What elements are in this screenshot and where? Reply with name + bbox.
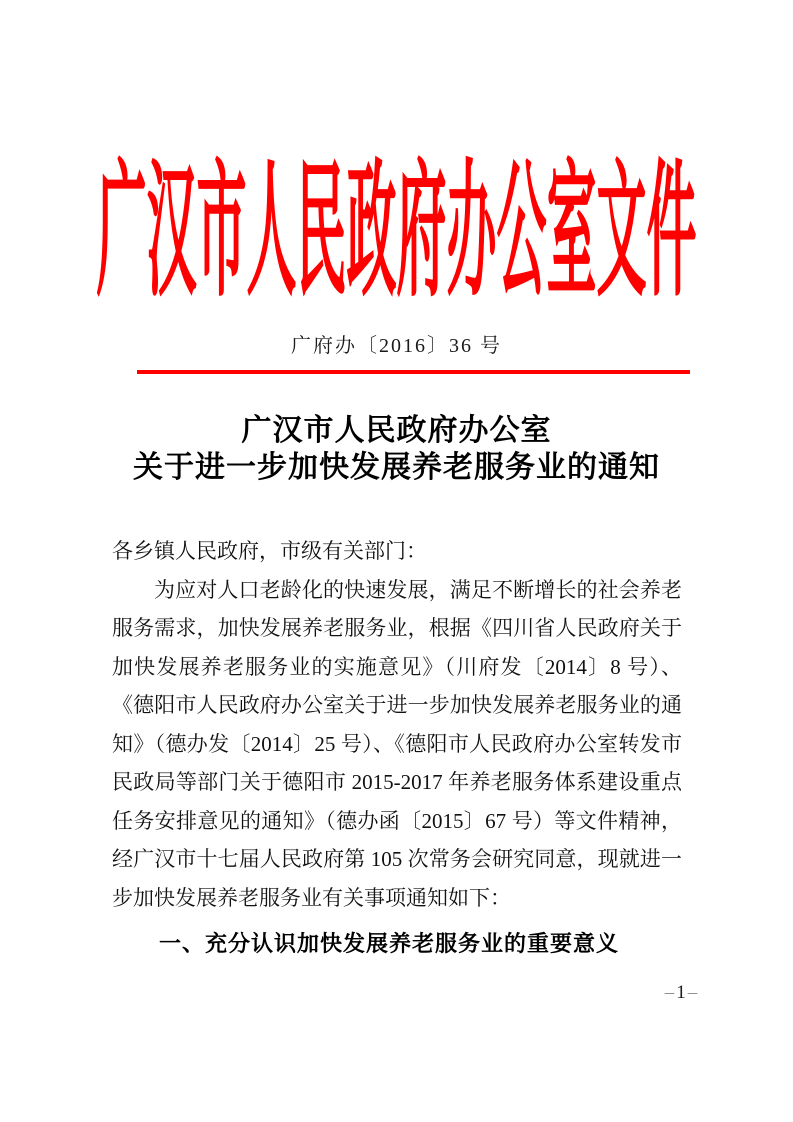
page-number (645, 982, 717, 1004)
page-number-right-dash: – (687, 982, 698, 1003)
document-body (112, 532, 682, 963)
page-number-value: 1 (676, 982, 686, 1003)
document-number: 广府办〔2016〕36 号 (291, 335, 502, 357)
red-separator-rule (137, 370, 690, 374)
masthead-title: 广汉市人民政府办公室文件 (96, 149, 697, 315)
salutation-line: 各乡镇人民政府，市级有关部门： (112, 539, 427, 563)
document-title (0, 412, 793, 486)
page-number-left-dash: – (664, 982, 675, 1003)
section-heading-1: 一、充分认识加快发展养老服务业的重要意义 (159, 931, 620, 956)
body-paragraph: 为应对人口老龄化的快速发展，满足不断增长的社会养老服务需求，加快发展养老服务业，根据《四川省人民政府关于加快发展养老服务业的实施意见》（川府发〔2014〕8 号）、《德阳市人民政府办公室关于进一步加快发展养老服务业的通知》（德办发〔2014〕25 号）、《德阳市人民政府办公室转发市民政局等部门关于德阳市 2015-2017 年养老服务体系建设重点任务安排意见的通知》（德办函〔2015〕67 号）等文件精神，经广汉市十七届人民政府第 105 次常务会研究同意，现就进一步加快发展养老服务业有关事项通知如下： (112, 577, 682, 910)
document-title-line1: 广汉市人民政府办公室 (241, 414, 552, 447)
document-title-line2: 关于进一步加快发展养老服务业的通知 (133, 451, 660, 484)
